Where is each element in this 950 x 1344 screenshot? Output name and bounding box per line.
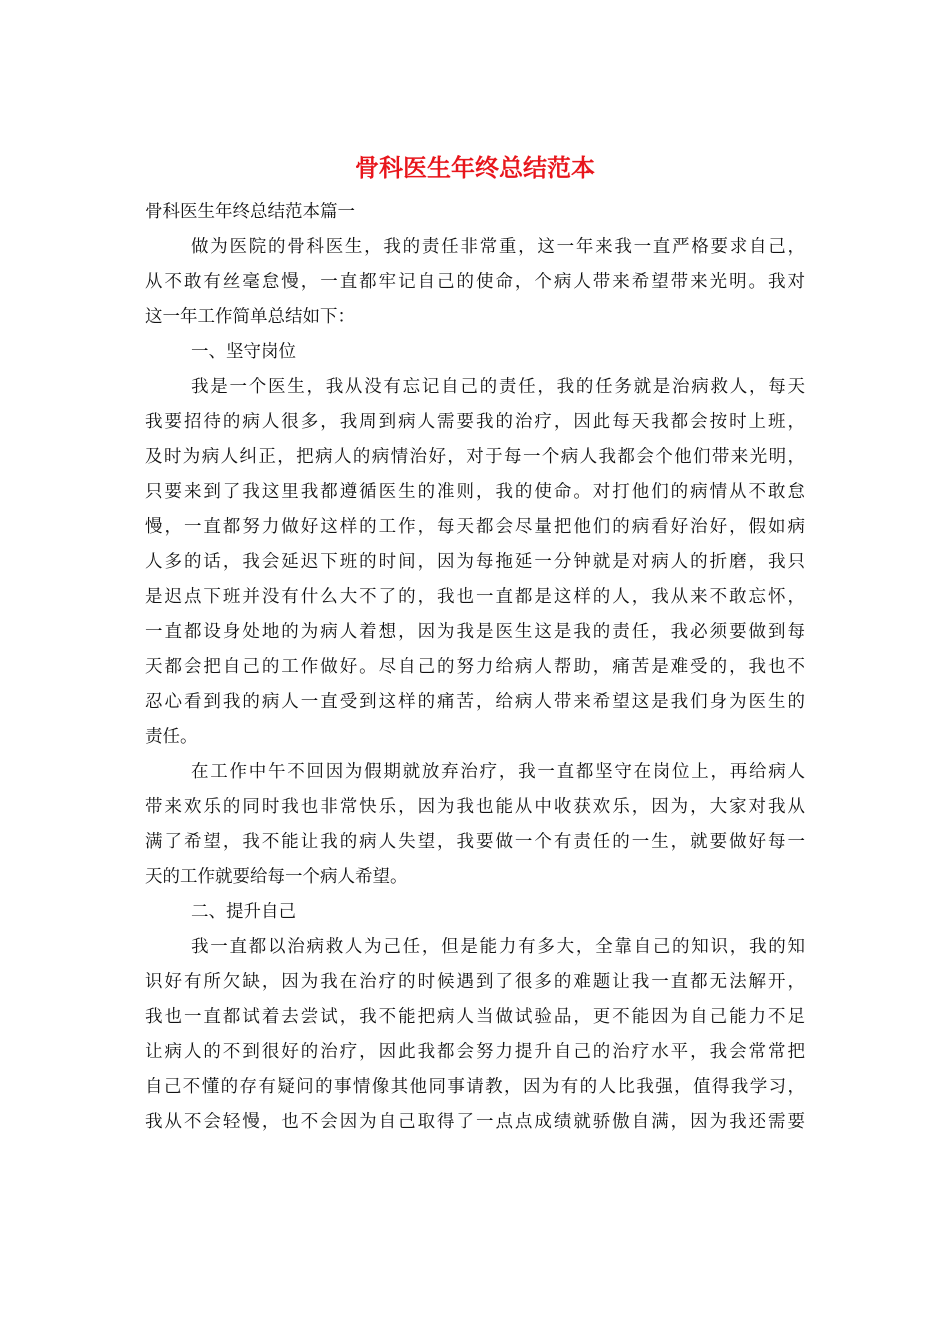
text-line: 我一直都以治病救人为己任，但是能力有多大，全靠自己的知识，我的知 xyxy=(191,937,805,957)
text-line: 只要来到了我这里我都遵循医生的准则，我的使命。对打他们的病情从不敢怠 xyxy=(145,482,805,502)
text-line: 识好有所欠缺，因为我在治疗的时候遇到了很多的难题让我一直都无法解开， xyxy=(145,972,805,992)
text-line: 二、提升自己 xyxy=(191,902,296,922)
text-line: 骨科医生年终总结范本篇一 xyxy=(145,202,355,222)
text-line: 我也一直都试着去尝试，我不能把病人当做试验品，更不能因为自己能力不足 xyxy=(145,1007,805,1027)
page-title: 骨科医生年终总结范本 xyxy=(355,153,595,182)
text-line: 在工作中午不回因为假期就放弃治疗，我一直都坚守在岗位上，再给病人 xyxy=(191,762,805,782)
text-line: 满了希望，我不能让我的病人失望，我要做一个有责任的一生，就要做好每一 xyxy=(145,832,805,852)
text-line: 责任。 xyxy=(145,727,198,747)
text-line: 一、坚守岗位 xyxy=(191,342,296,362)
text-line: 人多的话，我会延迟下班的时间，因为每拖延一分钟就是对病人的折磨，我只 xyxy=(145,552,805,572)
document-body xyxy=(145,195,805,1140)
text-line: 做为医院的骨科医生，我的责任非常重，这一年来我一直严格要求自己， xyxy=(191,237,805,257)
text-line: 我是一个医生，我从没有忘记自己的责任，我的任务就是治病救人，每天 xyxy=(191,377,805,397)
text-line: 我从不会轻慢，也不会因为自己取得了一点点成绩就骄傲自满，因为我还需要 xyxy=(145,1112,805,1132)
text-line: 从不敢有丝毫怠慢，一直都牢记自己的使命，个病人带来希望带来光明。我对 xyxy=(145,272,805,292)
text-line: 天的工作就要给每一个病人希望。 xyxy=(145,867,408,887)
text-line: 一直都设身处地的为病人着想，因为我是医生这是我的责任，我必须要做到每 xyxy=(145,622,805,642)
text-line: 自己不懂的存有疑问的事情像其他同事请教，因为有的人比我强，值得我学习， xyxy=(145,1077,805,1097)
text-line: 天都会把自己的工作做好。尽自己的努力给病人帮助，痛苦是难受的，我也不 xyxy=(145,657,805,677)
text-line: 慢，一直都努力做好这样的工作，每天都会尽量把他们的病看好治好，假如病 xyxy=(145,517,805,537)
text-line: 让病人的不到很好的治疗，因此我都会努力提升自己的治疗水平，我会常常把 xyxy=(145,1042,805,1062)
text-line: 及时为病人纠正，把病人的病情治好，对于每一个病人我都会个他们带来光明， xyxy=(145,447,805,467)
text-line: 带来欢乐的同时我也非常快乐，因为我也能从中收获欢乐，因为，大家对我从 xyxy=(145,797,805,817)
text-line: 是迟点下班并没有什么大不了的，我也一直都是这样的人，我从来不敢忘怀， xyxy=(145,587,805,607)
text-line: 忍心看到我的病人一直受到这样的痛苦，给病人带来希望这是我们身为医生的 xyxy=(145,692,805,712)
text-line: 这一年工作简单总结如下： xyxy=(145,307,355,327)
text-line: 我要招待的病人很多，我周到病人需要我的治疗，因此每天我都会按时上班， xyxy=(145,412,805,432)
